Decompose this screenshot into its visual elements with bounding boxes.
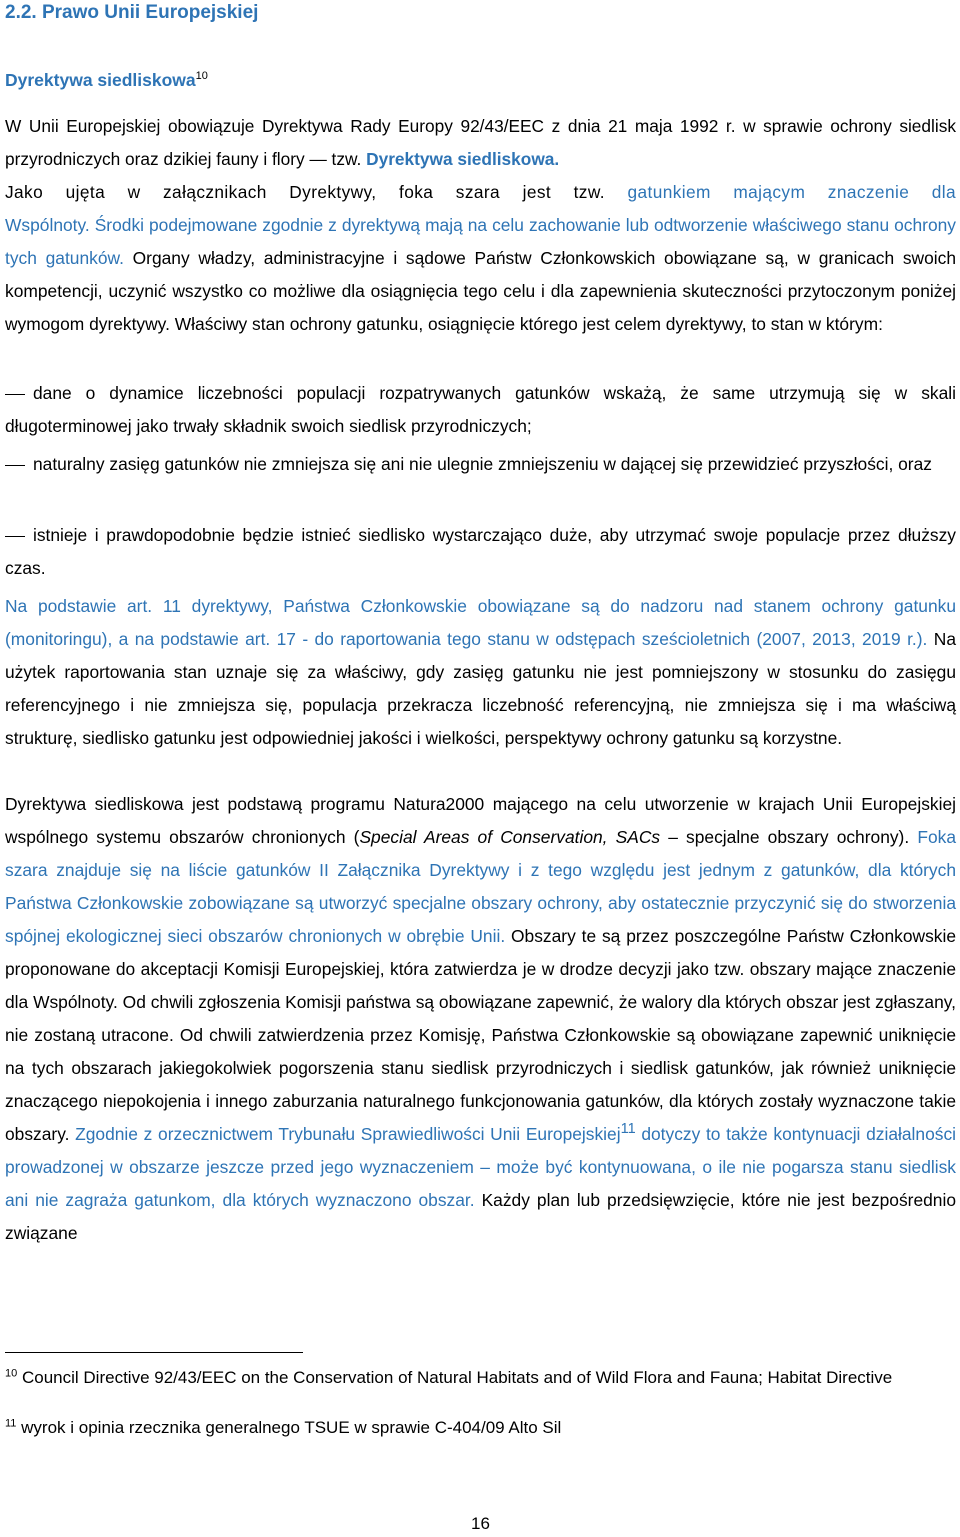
intro-text-b: Jako ujęta w załącznikach Dyrektywy, foka szara jest tzw. <box>5 182 628 202</box>
monitoring-text: Na użytek raportowania stan uznaje się za właściwy, gdy zasięg gatunku nie jest pomniejszony w stosunku do zasięgu referencyjnego i nie zmniejsza się, populacja przekracza liczebność referencyjną, nie zmniejsza się i ma właściwą strukturę, siedlisko gatunku jest odpowiedniej jakości i wielkości, perspektywy ochrony gatunku są korzystne. <box>5 629 956 748</box>
footnote-text: wyrok i opinia rzecznika generalnego TSUE w sprawie C-404/09 Alto Sil <box>21 1418 562 1437</box>
dash-icon <box>5 394 25 395</box>
intro-text-a: W Unii Europejskiej obowiązuje Dyrektywa Rady Europy 92/43/EEC z dnia 21 maja 1992 r. w sprawie ochrony siedlisk przyrodniczych oraz dzikiej fauny i flory — tzw. <box>5 116 956 169</box>
footnote-number: 10 <box>5 1367 18 1380</box>
natura-text-f-blue: dotyczy to także kontynuacji działalności prowadzonej w obszarze jeszcze przed jego wyznaczeniem – może być kontynuowana, o ile nie pogarsza stanu siedlisk ani nie zagraża gatunkom, dla których wyznaczono obszar. <box>5 1124 957 1210</box>
subsection-title-text: Dyrektywa siedliskowa <box>5 70 196 90</box>
intro-text-c: Środki podejmowane zgodnie z dyrektywą mają na celu zachowanie lub odtworzenie właściwego stanu ochrony tych gatunków. <box>5 215 956 268</box>
page-number: 16 <box>471 1514 490 1533</box>
footnote-ref-10[interactable]: 10 <box>195 70 208 83</box>
natura-text-e-blue: Zgodnie z orzecznictwem Trybunału Sprawiedliwości Unii Europejskiej <box>69 1124 621 1144</box>
footnote-10 <box>5 1366 956 1390</box>
footnote-ref-11[interactable]: 11 <box>620 1121 636 1138</box>
footnote-number: 11 <box>5 1417 17 1430</box>
footnote-text: Council Directive 92/43/EEC on the Conservation of Natural Habitats and of Wild Flora and Fauna; Habitat Directive <box>21 1368 893 1387</box>
bullet-text-1: dane o dynamice liczebności populacji rozpatrywanych gatunków wskażą, że same utrzymują się w skali długoterminowej jako trwały składnik swoich siedlisk przyrodniczych; <box>5 383 956 436</box>
natura-text-a: Dyrektywa siedliskowa jest podstawą programu Natura2000 mającego na celu utworzenie w krajach Unii Europejskiej wspólnego systemu obszarów chronionych ( <box>5 794 956 847</box>
intro-text-d: Organy władzy, administracyjne i sądowe Państw Członkowskich obowiązane są, w granicach swoich kompetencji, uczynić wszystko co możliwe dla osiągnięcia tego celu i dla zapewnienia skuteczności przytoczonym poniżej wymogom dyrektywy. Właściwy stan ochrony gatunku, osiągnięcie którego jest celem dyrektywy, to stan w którym: <box>5 248 957 334</box>
bullet-item-3 <box>5 519 956 585</box>
intro-text-c-blue: Wspólnoty. <box>5 215 90 235</box>
intro-paragraph-2 <box>5 176 956 209</box>
dash-icon <box>5 536 25 537</box>
natura-italic-sacs: Special Areas of Conservation, SACs <box>359 827 661 847</box>
section-title: 2.2. Prawo Unii Europejskiej <box>5 2 259 23</box>
natura-text-d: Obszary te są przez poszczególne Państw Członkowskie proponowane do akceptacji Komisji Europejskiej, która zatwierdza je w drodze decyzji jako tzw. obszary mające znaczenie dla Wspólnoty. Od chwili zgłoszenia Komisji państwa są obowiązane zapewnić, że walory dla których obszar jest zgłaszany, nie zostaną utracone. Od chwili zatwierdzenia przez Komisję, Państwa Członkowskie są obowiązane zapewnić uniknięcie na tych obszarach jakiegokolwiek pogorszenia stanu siedlisk przyrodniczych i siedlisk gatunków, jak również uniknięcie znaczącego niepokojenia i innego zaburzania naturalnego funkcjonowania gatunków, dla których zostały wyznaczone takie obszary. <box>5 926 956 1144</box>
dash-icon <box>5 465 25 466</box>
footnote-11 <box>5 1416 956 1440</box>
natura-paragraph <box>5 788 956 1250</box>
monitoring-text-blue: Na podstawie art. 11 dyrektywy, Państwa Członkowskie obowiązane są do nadzoru nad stanem ochrony gatunku (monitoringu), a na podstawie art. 17 - do raportowania tego stanu w odstępach sześcioletnich (2007, 2013, 2019 r.). <box>5 596 956 649</box>
natura-text-b: – specjalne obszary ochrony). <box>660 827 910 847</box>
intro-dyrektywa-bold: Dyrektywa siedliskowa. <box>366 149 560 169</box>
subsection-title <box>5 70 208 91</box>
bullet-item-2 <box>5 448 956 481</box>
bullet-text-2: naturalny zasięg gatunków nie zmniejsza się ani nie ulegnie zmniejszeniu w dającej się przewidzieć przyszłości, oraz <box>33 454 932 474</box>
monitoring-paragraph <box>5 590 956 755</box>
intro-paragraph-3 <box>5 209 956 341</box>
bullet-item-1 <box>5 377 956 443</box>
natura-text-g: Każdy plan lub przedsięwzięcie, które nie jest bezpośrednio związane <box>5 1190 956 1243</box>
intro-paragraph <box>5 110 956 176</box>
natura-text-c-blue: Foka szara znajduje się na liście gatunków II Załącznika Dyrektywy i z tego względu jest jednym z gatunków, dla których Państwa Członkowskie zobowiązane są utworzyć specjalne obszary ochrony, aby ostatecznie przyczynić się do stworzenia spójnej ekologicznej sieci obszarów chronionych w obrębie Unii. <box>5 827 956 946</box>
intro-text-b-blue: gatunkiem mającym znaczenie dla <box>627 182 956 202</box>
footnote-separator <box>5 1352 303 1353</box>
bullet-text-3: istnieje i prawdopodobnie będzie istnieć siedlisko wystarczająco duże, aby utrzymać swoje populacje przez dłuższy czas. <box>5 525 956 578</box>
